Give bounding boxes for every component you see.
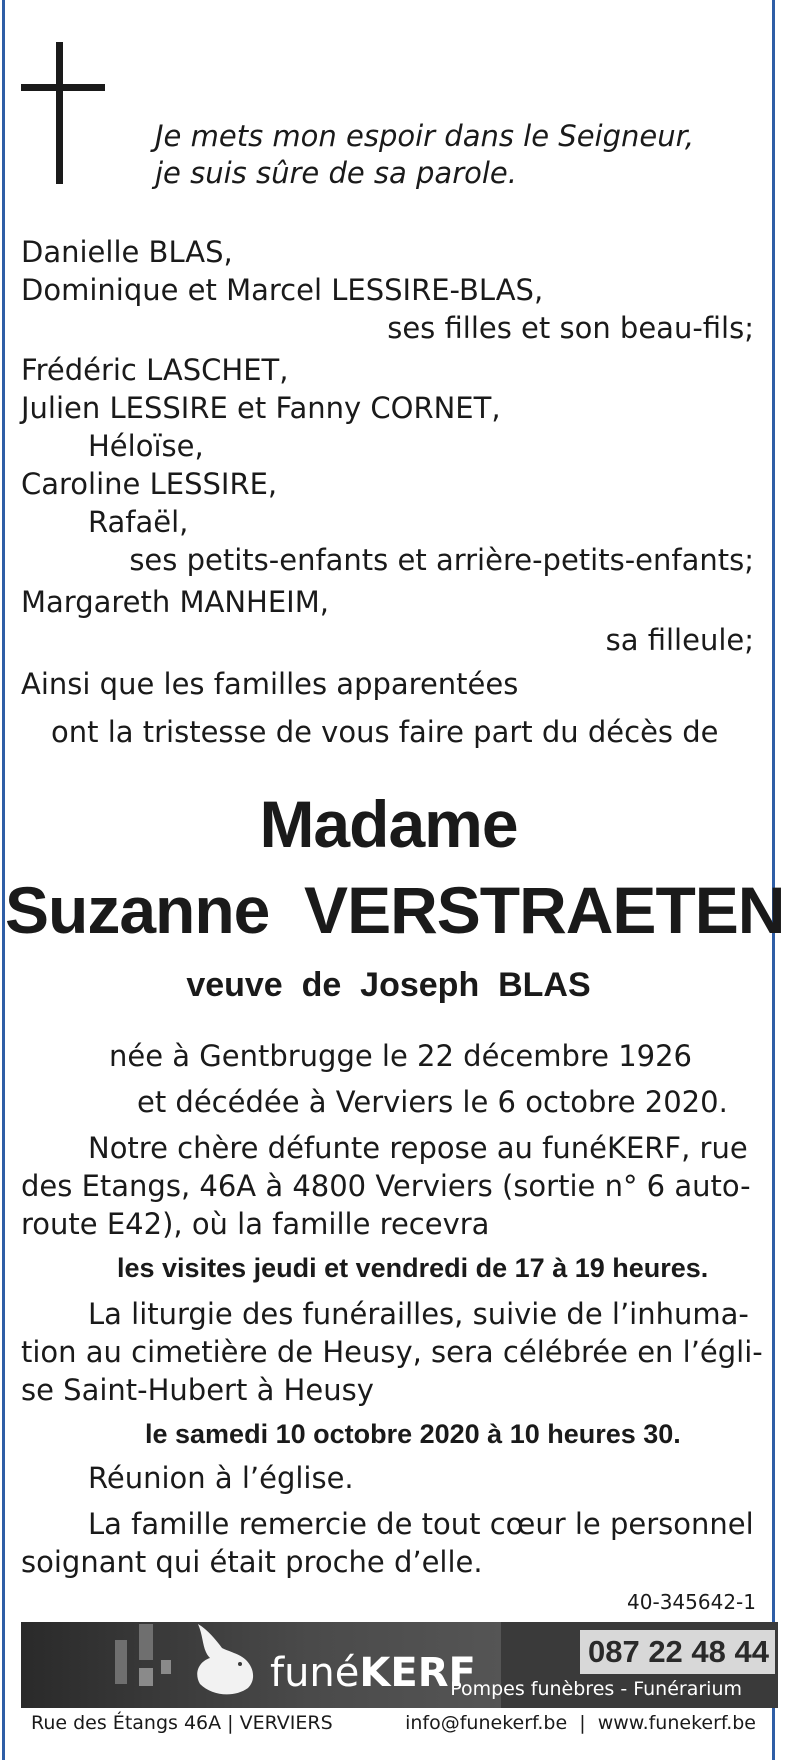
paragraph-line: La liturgie des funérailles, suivie de l’inhuma-	[88, 1297, 749, 1331]
footer-address: Rue des Étangs 46A | VERVIERS	[31, 1712, 333, 1734]
meeting-line: Réunion à l’église.	[88, 1461, 354, 1495]
brand-light: funé	[270, 1650, 360, 1696]
family-relation: ses filles et son beau-fils;	[387, 311, 754, 345]
death-line: et décédée à Verviers le 6 octobre 2020.	[137, 1085, 728, 1119]
logo-block	[139, 1668, 153, 1686]
logo-block	[161, 1660, 171, 1674]
family-line: Caroline LESSIRE,	[21, 467, 278, 501]
brand-logo	[270, 1650, 476, 1696]
family-line: Ainsi que les familles apparentées	[21, 667, 519, 701]
family-relation: ses petits-enfants et arrière-petits-enfants;	[129, 543, 754, 577]
visits-line: les visites jeudi et vendredi de 17 à 19 heures.	[117, 1253, 709, 1283]
family-line: Dominique et Marcel LESSIRE-BLAS,	[21, 273, 544, 307]
reference-number: 40-345642-1	[627, 1590, 756, 1614]
footer-contact: info@funekerf.be | www.funekerf.be	[405, 1712, 756, 1734]
quote-line-2: je suis sûre de sa parole.	[155, 156, 517, 190]
quote-line-1: Je mets mon espoir dans le Seigneur,	[155, 119, 695, 153]
paragraph-line: Notre chère défunte repose au funéKERF, rue	[88, 1131, 748, 1165]
phone-number: 087 22 48 44	[587, 1634, 769, 1669]
family-line: Héloïse,	[88, 429, 204, 463]
family-line: Rafaël,	[88, 505, 189, 539]
deceased-title: Madame	[259, 787, 518, 861]
family-line: Julien LESSIRE et Fanny CORNET,	[21, 391, 501, 425]
cross-icon-bar	[21, 84, 105, 91]
cross-icon	[56, 42, 63, 184]
dove-icon	[190, 1618, 260, 1700]
deceased-name: Suzanne VERSTRAETEN	[5, 873, 785, 947]
paragraph-line: soignant qui était proche d’elle.	[21, 1545, 483, 1579]
logo-block	[139, 1624, 153, 1660]
obituary-page	[2, 0, 785, 1760]
paragraph-line: se Saint-Hubert à Heusy	[21, 1373, 374, 1407]
family-line: Danielle BLAS,	[21, 235, 233, 269]
brand-bold: KERF	[359, 1650, 476, 1696]
deceased-spouse: veuve de Joseph BLAS	[186, 966, 591, 1004]
bible-quote	[155, 118, 694, 192]
paragraph-line: route E42), où la famille recevra	[21, 1207, 490, 1241]
paragraph-line: tion au cimetière de Heusy, sera célébrée en l’égli-	[21, 1335, 763, 1369]
logo-block	[115, 1640, 127, 1684]
paragraph-line: des Etangs, 46A à 4800 Verviers (sortie n° 6 auto-	[21, 1169, 751, 1203]
family-line: Frédéric LASCHET,	[21, 353, 289, 387]
banner-tagline: Pompes funèbres - Funérarium	[450, 1678, 742, 1700]
paragraph-line: La famille remercie de tout cœur le personnel	[88, 1507, 754, 1541]
service-line: le samedi 10 octobre 2020 à 10 heures 30.	[145, 1419, 681, 1449]
announcement-line: ont la tristesse de vous faire part du décès de	[51, 715, 719, 749]
birth-line: née à Gentbrugge le 22 décembre 1926	[109, 1039, 693, 1073]
family-line: Margareth MANHEIM,	[21, 585, 329, 619]
family-relation: sa filleule;	[605, 623, 754, 657]
